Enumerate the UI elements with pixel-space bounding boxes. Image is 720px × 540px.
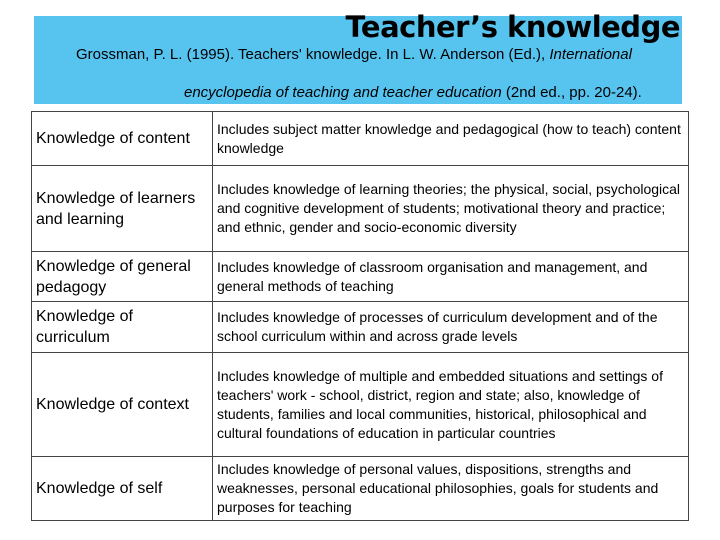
row-description: Includes subject matter knowledge and pedagogical (how to teach) content knowledge	[213, 112, 689, 166]
row-description: Includes knowledge of classroom organisation and management, and general methods of teaching	[213, 252, 689, 302]
citation-title-part-1: International	[549, 46, 632, 63]
table-row	[32, 353, 689, 457]
row-description: Includes knowledge of learning theories; the physical, social, psychological and cognitive development of students; motivational theory and practice; and ethnic, gender and socio-economic diversity	[213, 166, 689, 252]
row-term: Knowledge of content	[32, 112, 213, 166]
row-term: Knowledge of self	[32, 457, 213, 521]
row-term: Knowledge of curriculum	[32, 302, 213, 353]
row-term: Knowledge of learners and learning	[32, 166, 213, 252]
row-description: Includes knowledge of personal values, dispositions, strengths and weaknesses, personal educational philosophies, goals for students and purposes for teaching	[213, 457, 689, 521]
table-row	[32, 252, 689, 302]
table-row	[32, 112, 689, 166]
table-row	[32, 166, 689, 252]
citation-edition: (2nd ed., pp. 20-24).	[501, 84, 642, 101]
page-title: Teacher’s knowledge	[345, 10, 680, 44]
title-banner	[34, 10, 682, 104]
citation-authors: Grossman, P. L. (1995). Teachers' knowledge. In L. W. Anderson (Ed.),	[76, 46, 550, 63]
row-description: Includes knowledge of processes of curriculum development and of the school curriculum within and across grade levels	[213, 302, 689, 353]
citation-line-2	[184, 84, 642, 101]
knowledge-table	[31, 111, 689, 521]
citation-title-part-2: encyclopedia of teaching and teacher education	[184, 84, 502, 101]
table-row	[32, 457, 689, 521]
table-row	[32, 302, 689, 353]
citation-line-1	[76, 46, 632, 63]
row-term: Knowledge of general pedagogy	[32, 252, 213, 302]
row-term: Knowledge of context	[32, 353, 213, 457]
row-description: Includes knowledge of multiple and embedded situations and settings of teachers' work - school, district, region and state; also, knowledge of students, families and local communities, historical, philosophical and cultural foundations of education in particular countries	[213, 353, 689, 457]
